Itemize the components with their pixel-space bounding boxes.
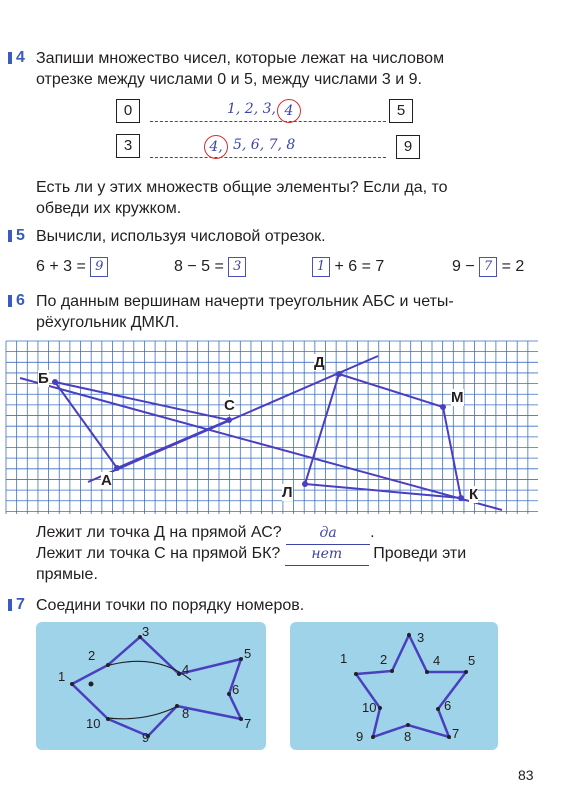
task6-question-1: Лежит ли точка Д на прямой АС? да . <box>36 522 375 545</box>
star-point-4: 4 <box>433 653 441 668</box>
task4-question-2: обведи их кружком. <box>36 200 182 217</box>
answer-box-1: 9 <box>90 257 108 277</box>
task-number-5: 5 <box>16 227 25 244</box>
star-point-2: 2 <box>380 652 388 667</box>
question-2-tail: Проведи эти <box>373 545 467 562</box>
fish-point-3: 3 <box>142 624 150 639</box>
question-1-text: Лежит ли точка Д на прямой АС? <box>36 524 282 541</box>
star-panel <box>290 622 498 750</box>
task-number-7: 7 <box>16 596 25 613</box>
number-box-3: 3 <box>116 134 140 158</box>
task-number-6: 6 <box>16 292 25 309</box>
expression-4 <box>452 256 524 277</box>
fish-point-5: 5 <box>244 646 252 661</box>
task4-line1: Запиши множество чисел, которые лежат на числовом <box>36 50 445 67</box>
number-box-5: 5 <box>389 99 413 123</box>
answer-set-1: 1, 2, 3, <box>227 101 276 117</box>
answer-set-2: 5, 6, 7, 8 <box>233 137 296 153</box>
fish-point-1: 1 <box>58 669 66 684</box>
label-c: С <box>224 397 235 414</box>
expression-4-pre: 9 − <box>452 258 475 275</box>
star-point-1: 1 <box>340 651 348 666</box>
star-drawing <box>290 622 498 750</box>
star-point-8: 8 <box>404 729 412 744</box>
answer-1: да <box>286 523 370 545</box>
task6-question-3: прямые. <box>36 566 98 583</box>
task6-line2: рёхугольник ДМКЛ. <box>36 314 180 331</box>
fish-point-9: 9 <box>142 730 150 745</box>
star-point-3: 3 <box>417 630 425 645</box>
label-l: Л <box>282 484 293 501</box>
task-number-4: 4 <box>16 49 25 66</box>
answer-box-3: 1 <box>312 257 330 277</box>
dashed-line-2 <box>150 157 386 158</box>
star-point-7: 7 <box>452 726 460 741</box>
number-box-0: 0 <box>116 99 140 123</box>
fish-point-7: 7 <box>244 716 252 731</box>
fish-panel <box>36 622 266 750</box>
label-b: Б <box>38 370 49 387</box>
question-2-text: Лежит ли точка С на прямой БК? <box>36 545 281 562</box>
expression-1 <box>36 256 108 277</box>
task6-question-2 <box>36 543 466 566</box>
expression-2-text: 8 − 5 = <box>174 258 224 275</box>
fish-point-6: 6 <box>232 682 240 697</box>
fish-point-2: 2 <box>88 648 96 663</box>
fish-point-10: 10 <box>86 716 101 731</box>
task6-line1: По данным вершинам начерти треугольник АБС и четы- <box>36 293 454 310</box>
circled-4-row1: 4 <box>277 99 301 123</box>
label-m: М <box>451 389 464 406</box>
expression-3-text: + 6 = 7 <box>334 258 385 275</box>
number-box-9: 9 <box>396 135 420 159</box>
answer-box-2: 3 <box>228 257 246 277</box>
task5-text: Вычисли, используя числовой отрезок. <box>36 228 326 245</box>
page-number: 83 <box>518 767 534 783</box>
label-d: Д <box>314 354 325 371</box>
task7-text: Соедини точки по порядку номеров. <box>36 597 305 614</box>
task4-line2: отрезке между числами 0 и 5, между числами 3 и 9. <box>36 71 422 88</box>
answer-2: нет <box>285 544 369 566</box>
expression-2 <box>174 256 246 277</box>
task4-question-1: Есть ли у этих множеств общие элементы? Если да, то <box>36 179 448 196</box>
answer-box-4: 7 <box>479 257 497 277</box>
fish-point-4: 4 <box>182 662 190 677</box>
star-point-5: 5 <box>468 653 476 668</box>
dashed-line-1 <box>150 121 386 122</box>
label-a: А <box>101 472 112 489</box>
star-point-6: 6 <box>444 698 452 713</box>
star-point-9: 9 <box>356 729 364 744</box>
star-point-10: 10 <box>362 700 377 715</box>
circled-4-row2: 4, <box>204 135 228 159</box>
expression-3 <box>312 256 384 277</box>
expression-1-text: 6 + 3 = <box>36 258 86 275</box>
point-labels <box>0 338 568 518</box>
expression-4-post: = 2 <box>501 258 525 275</box>
fish-point-8: 8 <box>182 706 190 721</box>
label-k: К <box>469 486 479 503</box>
